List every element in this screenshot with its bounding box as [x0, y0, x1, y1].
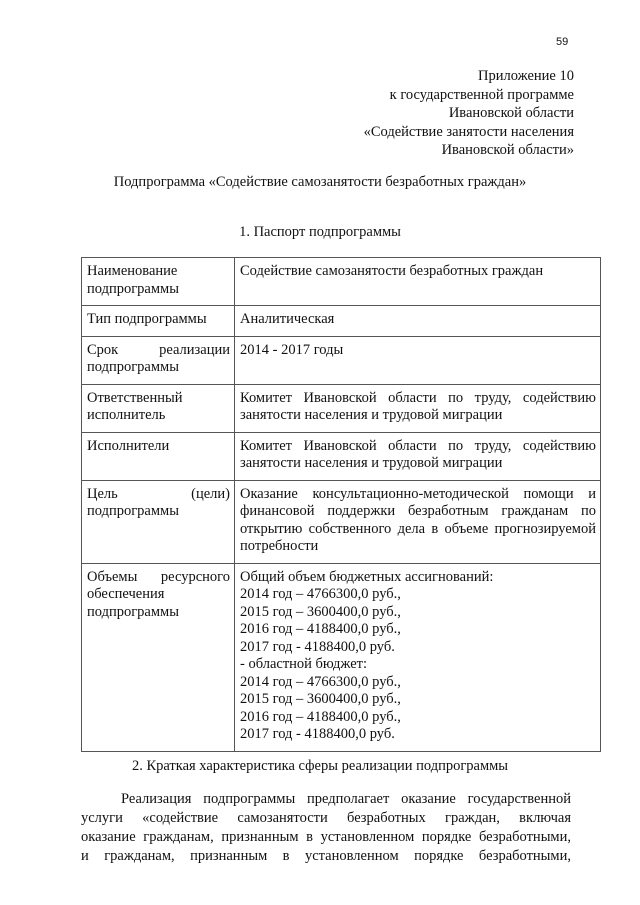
- budget-line: 2015 год – 3600400,0 руб.,: [240, 603, 401, 620]
- table-row: [82, 432, 601, 480]
- body-paragraph: [81, 790, 571, 866]
- row-label: Исполнители: [82, 432, 235, 480]
- row-label: Ответственный исполнитель: [82, 384, 235, 432]
- table-row: [82, 384, 601, 432]
- budget-line: 2017 год - 4188400,0 руб.: [240, 638, 395, 655]
- row-value: Аналитическая: [235, 306, 601, 337]
- table-row: [82, 563, 601, 751]
- body-line: Реализация подпрограммы предполагает оказание государственной: [121, 791, 571, 807]
- row-label: Срок реализации подпрограммы: [82, 336, 235, 384]
- row-value-list: [235, 563, 601, 751]
- appendix-line: к государственной программе: [389, 86, 574, 103]
- budget-line: 2015 год – 3600400,0 руб.,: [240, 691, 401, 707]
- row-value: Содействие самозанятости безработных граждан: [235, 258, 601, 306]
- row-value: Комитет Ивановской области по труду, содействию занятости населения и трудовой миграции: [235, 432, 601, 480]
- row-value: 2014 - 2017 годы: [235, 336, 601, 384]
- budget-line: 2014 год – 4766300,0 руб.,: [240, 673, 401, 690]
- row-label: Тип подпрограммы: [82, 306, 235, 337]
- row-label: Наименование подпрограммы: [82, 258, 235, 306]
- appendix-header: [364, 67, 574, 160]
- row-label: Цель (цели) подпрограммы: [82, 480, 235, 563]
- budget-line: 2017 год - 4188400,0 руб.: [240, 726, 395, 742]
- subprogram-title: Подпрограмма «Содействие самозанятости безработных граждан»: [113, 174, 527, 190]
- section-2-title: 2. Краткая характеристика сферы реализации подпрограммы: [131, 758, 509, 774]
- passport-title: 1. Паспорт подпрограммы: [239, 224, 401, 240]
- appendix-line: «Содействие занятости населения: [363, 123, 574, 140]
- budget-line: 2016 год – 4188400,0 руб.,: [240, 708, 401, 725]
- page-number: 59: [556, 36, 569, 48]
- appendix-line: Приложение 10: [478, 68, 574, 84]
- row-value: Комитет Ивановской области по труду, содействию занятости населения и трудовой миграции: [235, 384, 601, 432]
- body-line: и гражданам, признанным в установленном порядке безработными,: [81, 848, 571, 864]
- budget-line: 2014 год – 4766300,0 руб.,: [240, 586, 401, 602]
- budget-line: Общий объем бюджетных ассигнований:: [240, 568, 494, 585]
- table-row: [82, 258, 601, 306]
- body-line: оказание гражданам, признанным в установленном порядке безработными,: [81, 829, 571, 845]
- table-row: [82, 480, 601, 563]
- passport-table: [81, 257, 601, 752]
- table-row: [82, 336, 601, 384]
- row-value: Оказание консультационно-методической помощи и финансовой поддержки безработным гражданам по открытию собственного дела в объеме прогнозируемой потребности: [235, 480, 601, 563]
- appendix-line: Ивановской области»: [441, 142, 574, 158]
- body-line: услуги «содействие самозанятости безработных граждан, включая: [81, 810, 571, 826]
- appendix-line: Ивановской области: [448, 105, 574, 121]
- budget-line: 2016 год – 4188400,0 руб.,: [240, 621, 401, 637]
- table-row: [82, 306, 601, 337]
- budget-line: - областной бюджет:: [240, 656, 368, 672]
- row-label: Объемы ресурсного обеспечения подпрограммы: [82, 563, 235, 751]
